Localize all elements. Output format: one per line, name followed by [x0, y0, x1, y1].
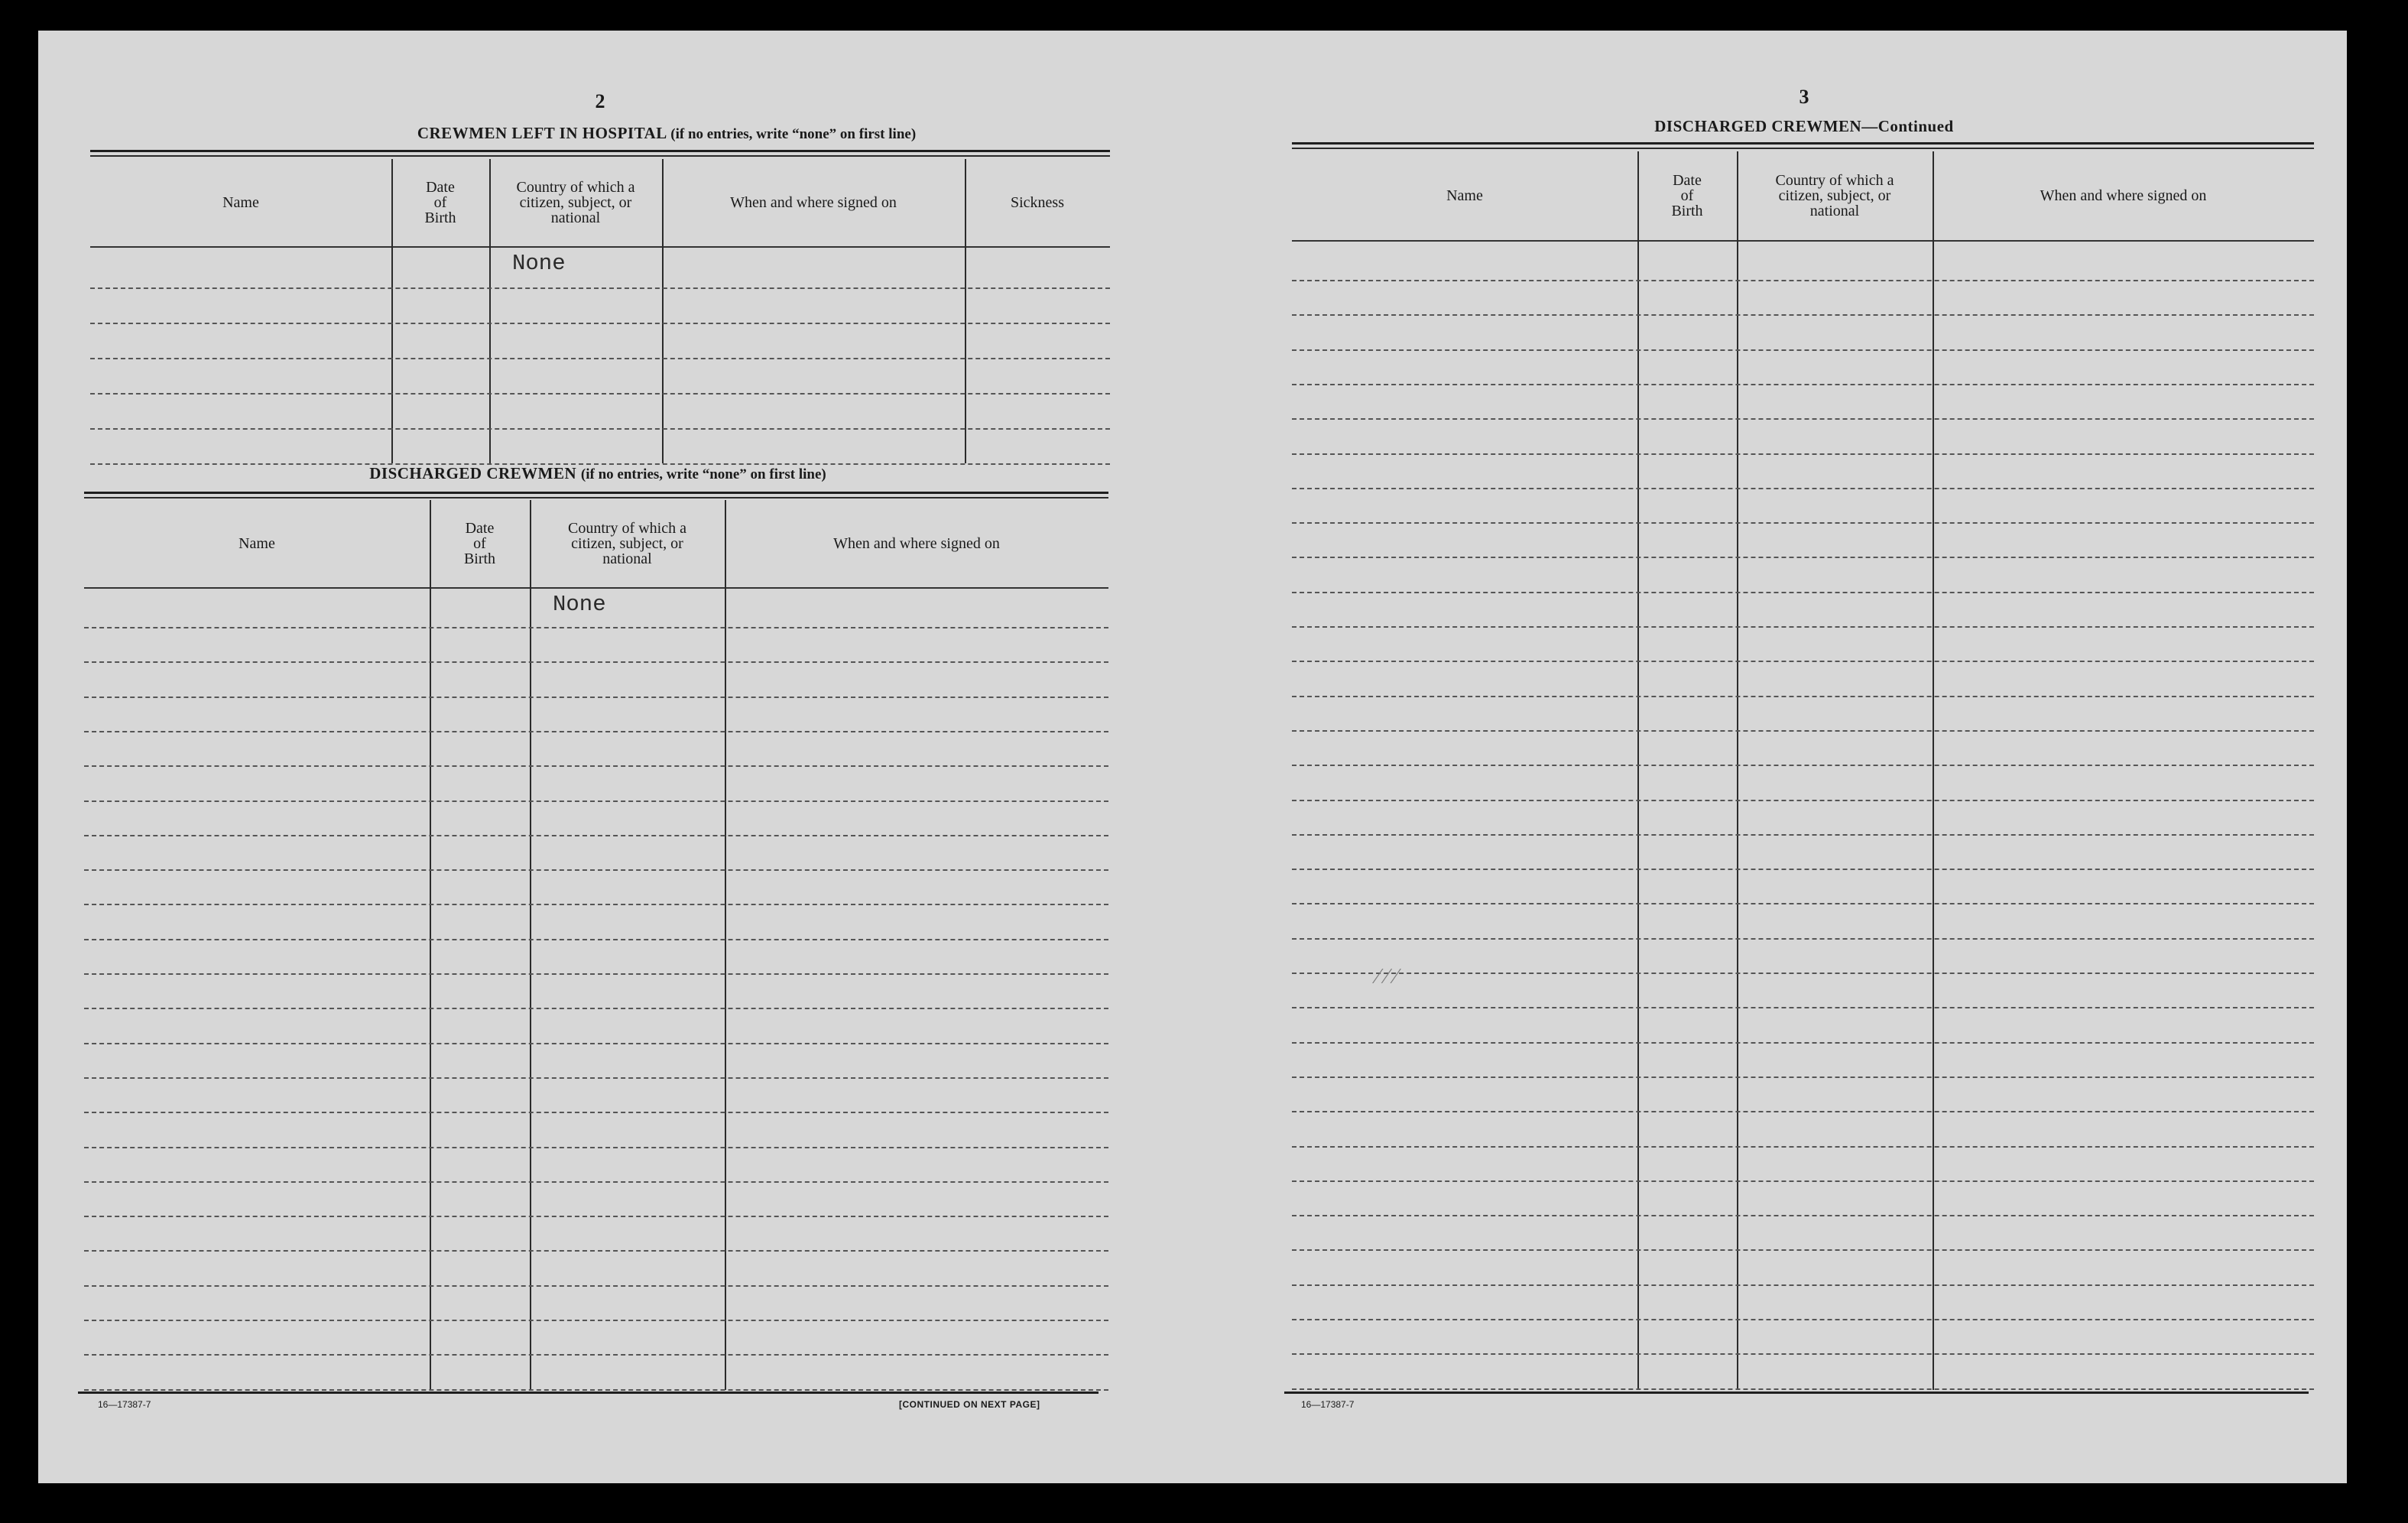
ruled-row-line: [1292, 1007, 2314, 1008]
right-page: [1231, 31, 2347, 1483]
ruled-row-line: [1292, 418, 2314, 420]
ruled-row-line: [1292, 973, 2314, 974]
ruled-row-line: [1292, 1076, 2314, 1078]
column-divider: [965, 159, 966, 463]
ruled-row-line: [90, 287, 1110, 289]
column-divider: [725, 500, 726, 1390]
ruled-row-line: [1292, 1319, 2314, 1320]
ruled-row-line: [1292, 1042, 2314, 1044]
ruled-row-line: [90, 393, 1110, 395]
ruled-row-line: [1292, 314, 2314, 316]
left-page: [38, 31, 1193, 1483]
column-header-signed: When and where signed on: [730, 194, 897, 211]
column-divider: [530, 500, 531, 1390]
column-divider: [430, 500, 431, 1390]
right-bottom-rule: [1284, 1391, 2309, 1394]
page-number: 2: [595, 90, 605, 112]
faint-mark: ⁄ ⁄ ⁄: [1376, 965, 1398, 989]
ruled-row-line: [1292, 1111, 2314, 1112]
column-header-dob: Date of Birth: [424, 179, 456, 226]
column-header-country: Country of which a citizen, subject, or national: [516, 179, 635, 226]
ruled-row-line: [1292, 384, 2314, 385]
ruled-row-line: [1292, 903, 2314, 904]
ruled-row-line: [1292, 869, 2314, 870]
continued-top-rule: [1292, 142, 2314, 145]
entry-none: None: [512, 251, 566, 276]
ruled-row-line: [84, 1043, 1108, 1044]
ruled-row-line: [1292, 1388, 2314, 1390]
ruled-row-line: [84, 1285, 1108, 1287]
ruled-row-line: [84, 939, 1108, 940]
ruled-row-line: [1292, 280, 2314, 281]
hospital-top-rule: [90, 150, 1110, 152]
ruled-row-line: [1292, 800, 2314, 801]
ruled-row-line: [84, 731, 1108, 732]
ruled-row-line: [1292, 938, 2314, 940]
form-code: 16—17387-7: [98, 1399, 151, 1410]
manifest-sheet: [38, 31, 2347, 1483]
discharged-top-rule-inner: [84, 497, 1108, 498]
header-bottom-line: [90, 246, 1110, 248]
ruled-row-line: [84, 627, 1108, 628]
column-header-dob: Date of Birth: [463, 520, 496, 567]
column-header-country: Country of which a citizen, subject, or national: [1775, 172, 1894, 219]
column-header-name: Name: [222, 194, 259, 211]
ruled-row-line: [1292, 730, 2314, 732]
ruled-row-line: [1292, 1146, 2314, 1148]
ruled-row-line: [84, 1320, 1108, 1321]
ruled-row-line: [90, 323, 1110, 324]
discharged-title: DISCHARGED CREWMEN: [369, 464, 577, 482]
ruled-row-line: [1292, 1215, 2314, 1216]
ruled-row-line: [84, 1354, 1108, 1356]
column-divider: [1933, 151, 1934, 1390]
column-divider: [662, 159, 664, 463]
ruled-row-line: [1292, 349, 2314, 351]
ruled-row-line: [1292, 1180, 2314, 1182]
ruled-row-line: [1292, 453, 2314, 455]
entry-none: None: [553, 592, 606, 617]
continued-note: [CONTINUED ON NEXT PAGE]: [899, 1399, 1040, 1410]
column-divider: [1737, 151, 1738, 1390]
ruled-row-line: [84, 697, 1108, 698]
ruled-row-line: [84, 973, 1108, 975]
ruled-row-line: [1292, 626, 2314, 628]
column-header-dob: Date of Birth: [1671, 172, 1703, 219]
column-header-country: Country of which a citizen, subject, or national: [568, 520, 686, 567]
column-header-name: Name: [1446, 187, 1483, 204]
ruled-row-line: [84, 800, 1108, 802]
hospital-top-rule-inner: [90, 155, 1110, 157]
ruled-row-line: [1292, 661, 2314, 662]
column-header-name: Name: [239, 535, 275, 552]
hospital-section-title: [417, 124, 916, 143]
ruled-row-line: [1292, 834, 2314, 836]
ruled-row-line: [1292, 696, 2314, 697]
discharged-section-title: [369, 464, 826, 483]
ruled-row-line: [1292, 522, 2314, 524]
ruled-row-line: [1292, 1284, 2314, 1286]
discharged-top-rule: [84, 492, 1108, 494]
ruled-row-line: [84, 1008, 1108, 1009]
column-divider: [1637, 151, 1639, 1390]
continued-top-rule-inner: [1292, 148, 2314, 149]
left-bottom-rule: [78, 1391, 1099, 1394]
ruled-row-line: [84, 1250, 1108, 1252]
ruled-row-line: [84, 661, 1108, 663]
ruled-row-line: [1292, 592, 2314, 593]
ruled-row-line: [84, 904, 1108, 905]
ruled-row-line: [84, 1181, 1108, 1183]
discharged-note: (if no entries, write “none” on first line): [580, 466, 826, 482]
column-divider: [489, 159, 491, 463]
ruled-row-line: [84, 1077, 1108, 1079]
ruled-row-line: [1292, 765, 2314, 766]
ruled-row-line: [90, 428, 1110, 430]
column-header-sickness: Sickness: [1011, 194, 1064, 211]
form-code: 16—17387-7: [1301, 1399, 1355, 1410]
ruled-row-line: [1292, 488, 2314, 489]
ruled-row-line: [84, 1389, 1108, 1391]
ruled-row-line: [84, 1112, 1108, 1113]
ruled-row-line: [84, 869, 1108, 871]
ruled-row-line: [1292, 1249, 2314, 1251]
header-bottom-line: [1292, 240, 2314, 242]
ruled-row-line: [1292, 1353, 2314, 1355]
header-bottom-line: [84, 587, 1108, 589]
hospital-title: CREWMEN LEFT IN HOSPITAL: [417, 124, 667, 142]
ruled-row-line: [84, 1147, 1108, 1148]
ruled-row-line: [84, 835, 1108, 836]
continued-section-title: DISCHARGED CREWMEN—Continued: [1654, 117, 1954, 135]
ruled-row-line: [84, 765, 1108, 767]
ruled-row-line: [1292, 557, 2314, 558]
ruled-row-line: [90, 358, 1110, 359]
ruled-row-line: [84, 1216, 1108, 1217]
column-header-signed: When and where signed on: [2040, 187, 2207, 204]
hospital-note: (if no entries, write “none” on first line): [670, 126, 917, 142]
column-divider: [391, 159, 393, 463]
page-number: 3: [1799, 86, 1809, 108]
column-header-signed: When and where signed on: [833, 535, 1000, 552]
